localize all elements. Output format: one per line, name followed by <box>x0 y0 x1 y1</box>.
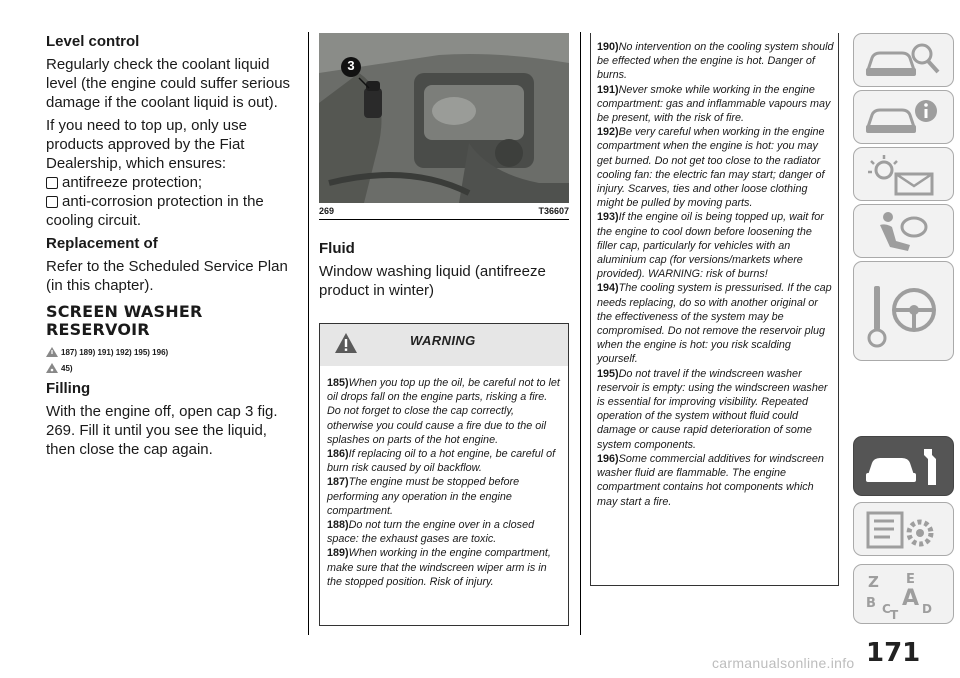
svg-text:D: D <box>922 602 932 616</box>
figure-caption <box>319 206 569 220</box>
tab-starting-driving[interactable] <box>853 261 954 361</box>
caution-refs: 45) <box>46 363 300 373</box>
warning-triangle-icon <box>334 332 358 354</box>
bullet-item: anti-corrosion protection in the <box>46 192 300 211</box>
tab-technical-data[interactable] <box>853 502 954 556</box>
warning-item-number: 189) <box>327 547 349 560</box>
warning-item <box>597 367 834 452</box>
warning-item-text: No intervention on the cooling system should be effected when the engine is hot. Danger of burns. <box>597 41 834 82</box>
warning-item-number: 194) <box>597 282 619 295</box>
warning-item-number: 188) <box>327 519 349 532</box>
warning-item <box>327 518 563 546</box>
warning-list <box>597 40 834 509</box>
airbag-seat-icon <box>862 209 946 255</box>
svg-text:A: A <box>902 586 920 611</box>
filling-heading: Filling <box>46 380 91 397</box>
fluid-heading: Fluid <box>319 240 355 257</box>
warning-item-text: The cooling system is pressurised. If the cap needs replacing, do so with another original or the effectiveness of the system may be compromised. Do not remove the reservoir plug when the engine is hot: you risk scalding yourself. <box>597 282 832 366</box>
figure-number: 269 <box>319 206 335 216</box>
tab-safety[interactable] <box>853 90 954 144</box>
warning-item-number: 193) <box>597 211 619 224</box>
filling-text: With the engine off, open cap 3 fig. 269. Fill it until you see the liquid, then close the cap again. <box>46 403 278 458</box>
warning-item-text: If the engine oil is being topped up, wait for the engine to cool down before loosening the filler cap, particularly for vehicles with an aluminium cap (for versions/markets where provided). WARNING: risk of burns! <box>597 211 824 281</box>
section-title: SCREEN WASHER RESERVOIR <box>46 302 203 339</box>
left-column <box>46 32 300 463</box>
bullet-continuation: cooling circuit. <box>46 212 142 229</box>
svg-text:B: B <box>866 596 876 611</box>
warning-item-number: 196) <box>597 452 619 465</box>
replacement-heading: Replacement of <box>46 235 158 252</box>
warning-item-number: 195) <box>597 367 619 380</box>
watermark: carmanualsonline.info <box>712 655 855 671</box>
warning-header <box>320 324 568 366</box>
warning-item-text: If replacing oil to a hot engine, be careful of burn risk caused by oil backflow. <box>327 448 556 475</box>
fluid-text: Window washing liquid (antifreeze product in winter) <box>319 263 546 299</box>
tab-emergency[interactable] <box>853 204 954 258</box>
level-control-heading: Level control <box>46 33 140 50</box>
warning-list <box>327 376 563 589</box>
warning-item <box>597 210 834 281</box>
warning-item <box>327 475 563 518</box>
engine-bay-photo <box>319 33 569 203</box>
warning-item <box>327 376 563 447</box>
svg-text:T: T <box>890 608 899 621</box>
checkbox-bullet-icon <box>46 177 58 189</box>
warning-item-number: 192) <box>597 126 619 139</box>
warning-item-text: When working in the engine compartment, make sure that the windscreen wiper arm is in the stopped position. Risk of injury. <box>327 547 551 588</box>
warning-item <box>597 125 834 210</box>
warning-item-text: When you top up the oil, be careful not to let oil drops fall on the engine parts, risking a fire. Do not forget to close the cap correctly, otherwise you could cause a fire due to the oil splashes on parts of the hot engine. <box>327 377 560 446</box>
warning-item-text: Do not turn the engine over in a closed space: the exhaust gases are toxic. <box>327 519 535 546</box>
tab-index[interactable] <box>853 564 954 624</box>
warning-item <box>327 546 563 589</box>
tab-car-knowledge[interactable] <box>853 33 954 87</box>
warning-box-continued <box>590 33 839 586</box>
level-control-text-2: If you need to top up, only use products approved by the Fiat Dealership, which ensures: <box>46 117 247 172</box>
car-info-icon <box>862 95 946 141</box>
warning-item-text: Some commercial additives for windscreen washer fluid are flammable. The engine compartment contains hot components which may start a fire. <box>597 452 824 508</box>
warning-light-envelope-icon <box>862 152 946 198</box>
warning-label: WARNING <box>410 333 476 348</box>
column-divider <box>308 32 309 635</box>
warning-item-number: 190) <box>597 41 619 53</box>
warning-item <box>597 40 834 83</box>
warning-triangle-icon <box>46 347 58 357</box>
car-wrench-icon <box>862 441 946 491</box>
figure-callout-label: 3 <box>347 58 355 73</box>
warning-item-text: Be very careful when working in the engine compartment when the engine is hot: you may get burned. Do not get too close to the radiator cooling fan: the electric fan may start; danger of injury. Scarves, ties and other loose clothing might be pulled by moving parts. <box>597 126 825 210</box>
middle-column <box>319 239 569 304</box>
warning-item-number: 185) <box>327 377 349 389</box>
warning-box <box>319 323 569 626</box>
warning-item <box>597 452 834 509</box>
figure-code: T36607 <box>538 206 569 216</box>
replacement-text: Refer to the Scheduled Service Plan (in this chapter). <box>46 258 288 294</box>
warning-item-number: 186) <box>327 448 349 461</box>
svg-text:C: C <box>882 602 891 616</box>
warning-item-text: The engine must be stopped before performing any operation in the engine compartment. <box>327 476 520 517</box>
warning-item <box>597 83 834 126</box>
checkbox-bullet-icon <box>46 196 58 208</box>
key-steering-wheel-icon <box>862 266 946 358</box>
caution-triangle-icon <box>46 363 58 373</box>
alphabet-index-icon <box>862 569 946 621</box>
warning-item <box>597 281 834 366</box>
level-control-text-1: Regularly check the coolant liquid level (the engine could suffer serious damage if the coolant liquid is out). <box>46 56 291 111</box>
tab-warning-lights[interactable] <box>853 147 954 201</box>
svg-text:Z: Z <box>868 573 879 591</box>
page-number: 171 <box>866 638 921 668</box>
bullet-item: antifreeze protection; <box>46 173 300 192</box>
column-divider <box>580 32 581 635</box>
warning-item-number: 191) <box>597 83 619 96</box>
warning-item-number: 187) <box>327 476 349 489</box>
warning-item-text: Do not travel if the windscreen washer reservoir is empty: using the windscreen washer is essential for improving visibility. Repeated operation of the system without fluid could damage or cause rapid deterioration of some system components. <box>597 367 828 451</box>
svg-text:E: E <box>906 572 915 587</box>
warning-item <box>327 447 563 475</box>
warning-item-text: Never smoke while working in the engine compartment: gas and inflammable vapours may be present, with the risk of fire. <box>597 83 831 125</box>
car-magnifier-icon <box>862 38 946 84</box>
warning-refs: 187) 189) 191) 192) 195) 196) <box>46 347 300 357</box>
checklist-gear-icon <box>862 507 946 553</box>
tab-maintenance[interactable] <box>853 436 954 496</box>
